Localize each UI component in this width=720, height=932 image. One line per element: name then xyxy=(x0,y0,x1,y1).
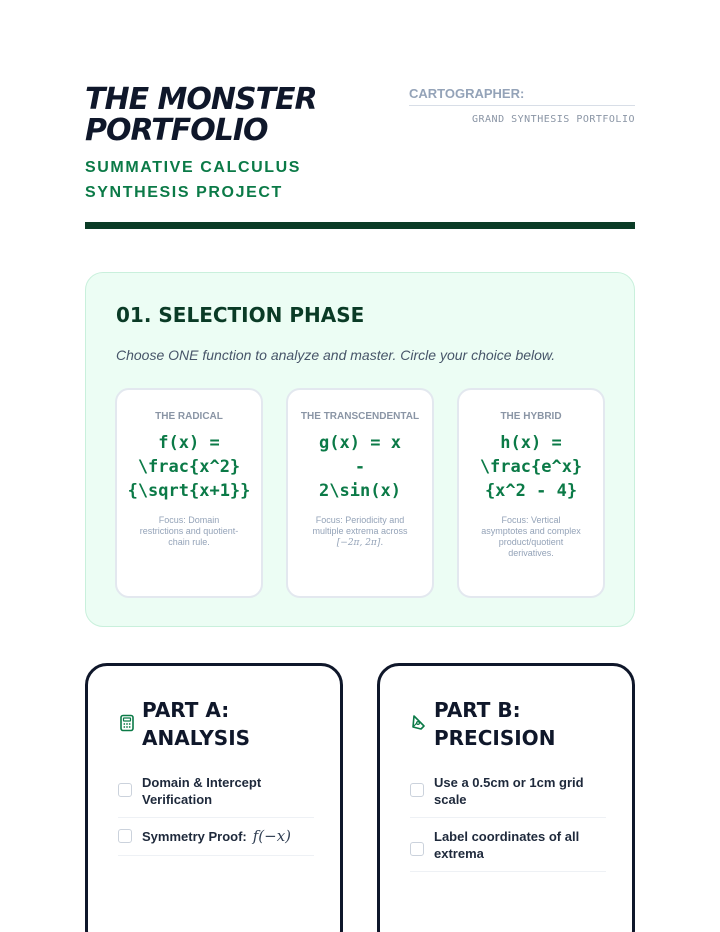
function-card-radical[interactable] xyxy=(115,388,263,598)
function-card-transcendental[interactable] xyxy=(286,388,434,598)
symmetry-math: f(−x) xyxy=(252,827,292,845)
item-label: Label coordinates of all extrema xyxy=(434,829,580,861)
portfolio-header xyxy=(85,84,635,205)
item-label: Symmetry Proof: f(−x) xyxy=(142,827,292,845)
selection-title: 01. SELECTION PHASE xyxy=(116,303,365,327)
checkbox[interactable] xyxy=(118,829,132,843)
card-focus: Focus: Domain restrictions and quotient-chain rule. xyxy=(139,515,239,547)
calculator-icon xyxy=(118,714,136,732)
checklist-item xyxy=(410,772,606,818)
cartographer-block xyxy=(409,86,635,125)
part-a-card xyxy=(85,663,343,932)
card-function: h(x) = \frac{e^x} {x^2 - 4} xyxy=(479,433,583,501)
card-function: g(x) = x - 2\sin(x) xyxy=(319,433,401,501)
checklist-item xyxy=(410,826,606,872)
card-function: f(x) = \frac{x^2} {\sqrt{x+1}} xyxy=(127,433,251,501)
part-b-title: PART B: PRECISION xyxy=(434,698,556,750)
pen-nib-icon xyxy=(410,714,428,732)
card-focus: Focus: Periodicity and multiple extrema across [−2π, 2π]. xyxy=(312,515,408,548)
selection-phase-panel xyxy=(85,272,635,627)
item-label: Use a 0.5cm or 1cm grid scale xyxy=(434,775,584,807)
part-a-title: PART A: ANALYSIS xyxy=(142,698,251,750)
header-divider xyxy=(85,222,635,229)
function-card-hybrid[interactable] xyxy=(457,388,605,598)
item-label: Domain & Intercept Verification xyxy=(142,775,262,807)
checkbox[interactable] xyxy=(118,783,132,797)
card-name: THE HYBRID xyxy=(500,411,562,422)
portfolio-tag: GRAND SYNTHESIS PORTFOLIO xyxy=(471,114,635,125)
part-b-card xyxy=(377,663,635,932)
checkbox[interactable] xyxy=(410,783,424,797)
page-title: THE MONSTER PORTFOLIO xyxy=(85,82,317,148)
card-name: THE TRANSCENDENTAL xyxy=(300,411,420,422)
checkbox[interactable] xyxy=(410,842,424,856)
checklist-item xyxy=(118,772,314,818)
checklist-item xyxy=(118,826,314,856)
selection-instruction: Choose ONE function to analyze and master. Circle your choice below. xyxy=(116,347,556,363)
interval-math: [−2π, 2π]. xyxy=(336,538,384,548)
page-subtitle: SUMMATIVE CALCULUS SYNTHESIS PROJECT xyxy=(85,159,302,201)
card-name: THE RADICAL xyxy=(155,411,223,422)
card-focus: Focus: Vertical asymptotes and complex product/quotient derivatives. xyxy=(481,515,581,558)
cartographer-field[interactable]: CARTOGRAPHER: xyxy=(409,86,635,106)
